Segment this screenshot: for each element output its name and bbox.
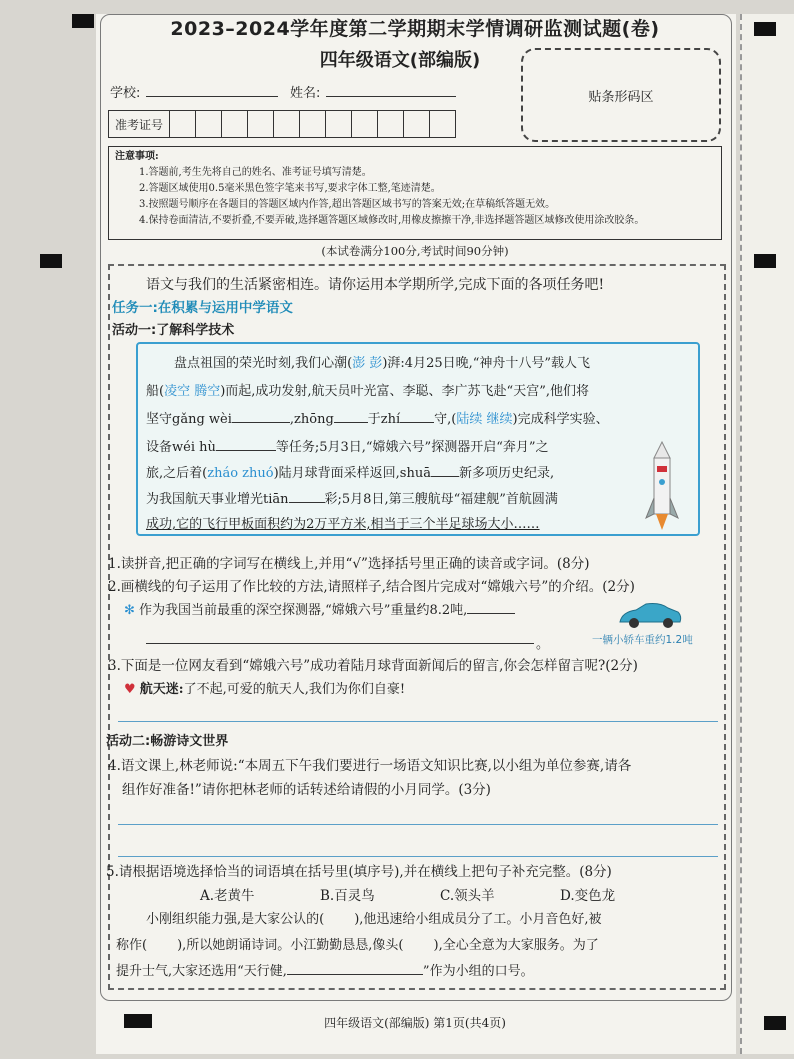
- exam-id-label: 准考证号: [109, 111, 170, 137]
- notice-item: 2.答题区域使用0.5毫米黑色签字笔来书写,要求字体工整,笔迹清楚。: [139, 183, 441, 194]
- question-4: 4.语文课上,林老师说:“本周五下午我们要进行一场语文知识比赛,以小组为单位参赛,请各: [108, 758, 632, 774]
- passage-line: 坚守gǎng wèi ,zhōng 于zhí 守,(陆续 继续)完成科学实验、: [146, 412, 609, 427]
- notice-item: 3.按照题号顺序在各题目的答题区域内作答,超出答题区域书写的答案无效;在草稿纸答题无效。: [139, 199, 556, 210]
- name-label: 姓名:: [290, 86, 321, 101]
- barcode-label: 贴条形码区: [588, 89, 654, 105]
- choice-option[interactable]: 凌空 腾空: [164, 384, 221, 399]
- barcode-area: [521, 48, 721, 142]
- answer-line[interactable]: [146, 642, 534, 644]
- pinyin-blank[interactable]: [216, 438, 276, 451]
- school-label: 学校:: [110, 86, 141, 101]
- pinyin-blank[interactable]: [431, 464, 459, 477]
- registration-mark: [764, 1016, 786, 1030]
- question-3-comment: ♥ 航天迷:了不起,可爱的航天人,我们为你们自豪!: [124, 682, 406, 697]
- heart-icon: ♥: [124, 682, 140, 697]
- exam-title: 2023–2024学年度第二学期期末学情调研监测试题(卷): [170, 18, 660, 40]
- answer-blank[interactable]: [287, 962, 423, 975]
- exam-id-cell[interactable]: [326, 111, 352, 137]
- exam-id-cell[interactable]: [352, 111, 378, 137]
- exam-id-cell[interactable]: [196, 111, 222, 137]
- registration-mark: [754, 254, 776, 268]
- question-5-passage: 小刚组织能力强,是大家公认的( ),他迅速给小组成员分了工。小月音色好,被: [146, 912, 602, 927]
- exam-id-cell[interactable]: [170, 111, 196, 137]
- exam-id-cell[interactable]: [274, 111, 300, 137]
- activity-heading: 活动二:畅游诗文世界: [106, 734, 229, 749]
- registration-mark: [124, 1014, 152, 1028]
- flower-icon: ✻: [124, 603, 140, 618]
- option: A.老黄牛: [200, 888, 255, 904]
- passage-line: 盘点祖国的荣光时刻,我们心潮(澎 彭)湃:4月25日晚,“神舟十八号”载人飞: [174, 356, 591, 371]
- passage-line: 设备wéi hù 等任务;5月3日,“嫦娥六号”探测器开启“奔月”之: [146, 440, 549, 455]
- exam-id-cell[interactable]: [430, 111, 455, 137]
- exam-id-grid[interactable]: [108, 110, 456, 138]
- question-1: 1.读拼音,把正确的字词写在横线上,并用“√”选择括号里正确的读音或字词。(8分): [108, 556, 590, 572]
- notice-item: 4.保持卷面清洁,不要折叠,不要弄破,选择题答题区域修改时,用橡皮擦擦干净,非选择题答题区域修改使用涂改胶条。: [139, 215, 645, 226]
- passage-line: 成功,它的飞行甲板面积约为2万平方米,相当于三个半足球场大小……: [146, 517, 540, 532]
- choice-option[interactable]: 澎 彭: [352, 356, 383, 371]
- pinyin-blank[interactable]: [232, 410, 290, 423]
- pinyin-blank[interactable]: [289, 490, 325, 503]
- option: D.变色龙: [560, 888, 616, 904]
- notice-box: [108, 146, 722, 240]
- name-field[interactable]: [326, 82, 456, 97]
- page-footer: 四年级语文(部编版) 第1页(共4页): [324, 1016, 506, 1030]
- pinyin-blank[interactable]: [400, 410, 434, 423]
- question-4-cont: 组作好准备!”请你把林老师的话转述给请假的小月同学。(3分): [122, 782, 491, 798]
- question-3: 3.下面是一位网友看到“嫦娥六号”成功着陆月球背面新闻后的留言,你会怎样留言呢?(2分): [108, 658, 638, 674]
- next-page-edge: [740, 14, 794, 1054]
- notice-heading: 注意事项:: [115, 151, 159, 162]
- answer-line[interactable]: [118, 823, 718, 825]
- answer-line[interactable]: [118, 855, 718, 857]
- choice-option[interactable]: 陆续 继续: [456, 412, 513, 427]
- passage-line: 船(凌空 腾空)而起,成功发射,航天员叶光富、李聪、李广苏飞赴“天宫”,他们将: [146, 384, 589, 399]
- period-mark: 。: [536, 637, 550, 652]
- rocket-illustration: [644, 440, 680, 532]
- registration-mark: [72, 14, 94, 28]
- registration-mark: [754, 22, 776, 36]
- question-5-passage: 称作( ),所以她朗诵诗词。小江勤勤恳恳,像头( ),全心全意为大家服务。为了: [116, 938, 599, 953]
- exam-subtitle: 四年级语文(部编版): [319, 50, 481, 71]
- question-2-example: ✻ 作为我国当前最重的深空探测器,“嫦娥六号”重量约8.2吨,: [124, 599, 515, 618]
- passage-line: 旅,之后着(zháo zhuó)陆月球背面采样返回,shuā 新多项历史纪录,: [146, 466, 555, 481]
- choice-option[interactable]: zháo zhuó: [207, 466, 274, 481]
- activity-heading: 活动一:了解科学技术: [112, 323, 235, 338]
- exam-id-cell[interactable]: [248, 111, 274, 137]
- passage-line: 为我国航天事业增光tiān 彩;5月8日,第三艘航母“福建舰”首航圆满: [146, 492, 558, 507]
- intro-text: 语文与我们的生活紧密相连。请你运用本学期所学,完成下面的各项任务吧!: [146, 277, 605, 293]
- question-2: 2.画横线的句子运用了作比较的方法,请照样子,结合图片完成对“嫦娥六号”的介绍。(2分): [108, 579, 635, 595]
- score-note: (本试卷满分100分,考试时间90分钟): [321, 244, 509, 258]
- pinyin-blank[interactable]: [334, 410, 368, 423]
- task-heading: 任务一:在积累与运用中学语文: [112, 300, 293, 316]
- question-5: 5.请根据语境选择恰当的词语填在括号里(填序号),并在横线上把句子补充完整。(8分): [106, 864, 612, 880]
- registration-mark: [40, 254, 62, 268]
- answer-line[interactable]: [118, 720, 718, 722]
- option: C.领头羊: [440, 888, 495, 904]
- car-caption: 一辆小轿车重约1.2吨: [592, 634, 693, 646]
- question-5-passage: 提升士气,大家还选用“天行健, ”作为小组的口号。: [116, 964, 534, 979]
- school-field[interactable]: [146, 82, 278, 97]
- notice-item: 1.答题前,考生先将自己的姓名、准考证号填写清楚。: [139, 167, 372, 178]
- car-illustration: [616, 600, 684, 630]
- exam-id-cell[interactable]: [300, 111, 326, 137]
- exam-id-cell[interactable]: [222, 111, 248, 137]
- exam-id-cell[interactable]: [404, 111, 430, 137]
- answer-blank[interactable]: [467, 601, 515, 614]
- exam-id-cell[interactable]: [378, 111, 404, 137]
- option: B.百灵鸟: [320, 888, 375, 904]
